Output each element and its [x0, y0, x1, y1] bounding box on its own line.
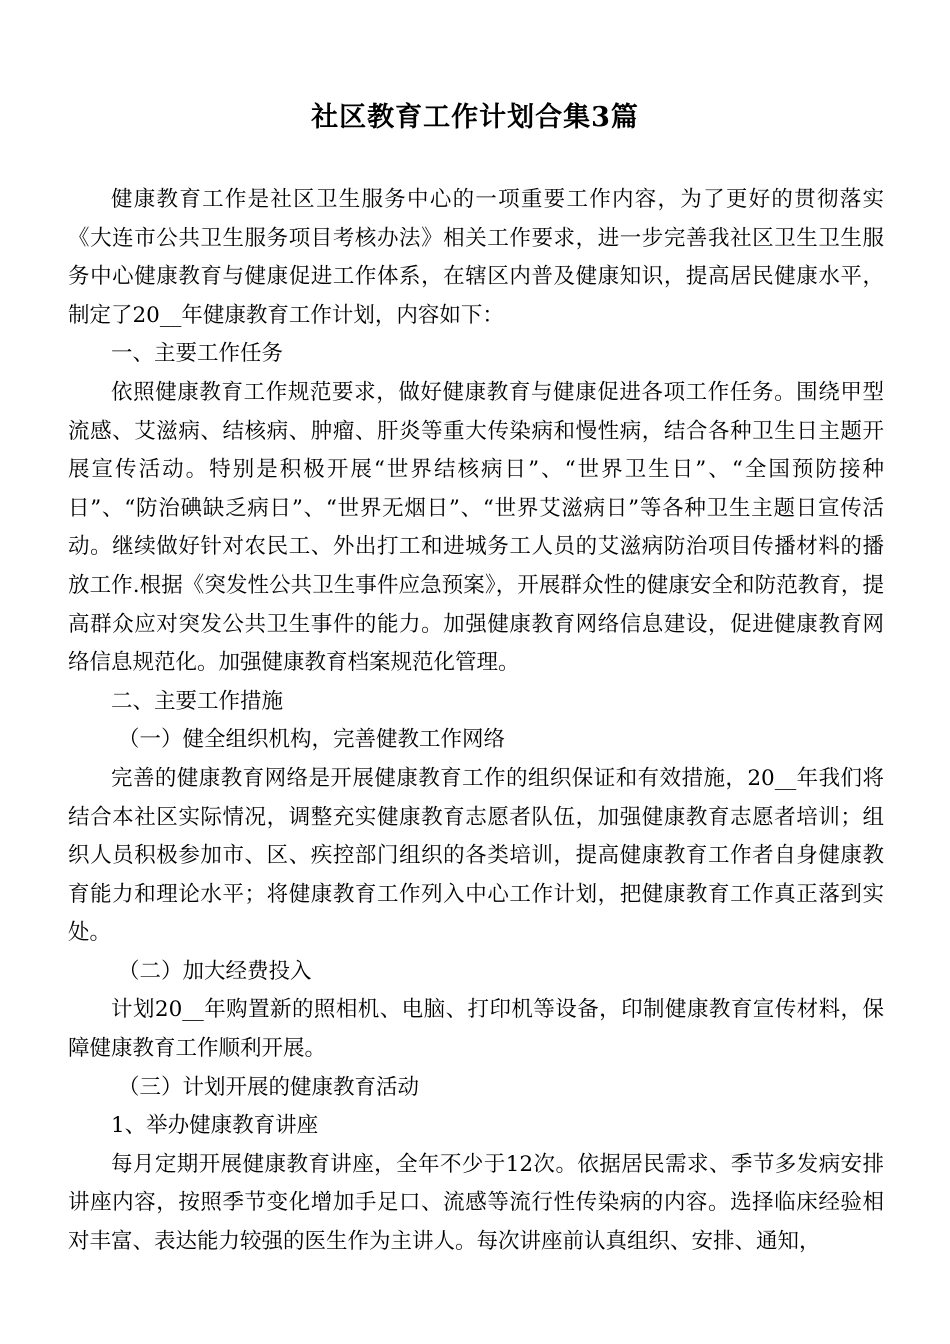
document-title: 社区教育工作计划合集3篇 — [311, 102, 639, 133]
section-heading: 1、举办健康教育讲座 — [111, 1113, 319, 1139]
document-body — [68, 181, 884, 1262]
body-paragraph: 计划20__年购置新的照相机、电脑、打印机等设备，印制健康教育宣传材料，保障健康教育工作顺利开展。 — [68, 997, 884, 1062]
body-paragraph: 健康教育工作是社区卫生服务中心的一项重要工作内容，为了更好的贯彻落实《大连市公共卫生服务项目考核办法》相关工作要求，进一步完善我社区卫生卫生服务中心健康教育与健康促进工作体系，在辖区内普及健康知识，提高居民健康水平，制定了20__年健康教育工作计划，内容如下： — [68, 187, 884, 328]
section-heading: （二）加大经费投入 — [118, 958, 312, 984]
section-heading: 一、主要工作任务 — [111, 341, 284, 367]
section-heading: （三）计划开展的健康教育活动 — [118, 1074, 420, 1100]
body-paragraph: 依照健康教育工作规范要求，做好健康教育与健康促进各项工作任务。围绕甲型流感、艾滋病、结核病、肿瘤、肝炎等重大传染病和慢性病，结合各种卫生日主题开展宣传活动。特别是积极开展“世界结核病日”、“世界卫生日”、“全国预防接种日”、“防治碘缺乏病日”、“世界无烟日”、“世界艾滋病日”等各种卫生主题日宣传活动。继续做好针对农民工、外出打工和进城务工人员的艾滋病防治项目传播材料的播放工作.根据《突发性公共卫生事件应急预案》，开展群众性的健康安全和防范教育，提高群众应对突发公共卫生事件的能力。加强健康教育网络信息建设，促进健康教育网络信息规范化。加强健康教育档案规范化管理。 — [68, 379, 884, 676]
body-paragraph: 完善的健康教育网络是开展健康教育工作的组织保证和有效措施，20__年我们将结合本社区实际情况，调整充实健康教育志愿者队伍，加强健康教育志愿者培训；组织人员积极参加市、区、疾控部门组织的各类培训，提高健康教育工作者自身健康教育能力和理论水平；将健康教育工作列入中心工作计划，把健康教育工作真正落到实处。 — [68, 765, 884, 946]
body-paragraph: 每月定期开展健康教育讲座，全年不少于12次。依据居民需求、季节多发病安排讲座内容，按照季节变化增加手足口、流感等流行性传染病的内容。选择临床经验相对丰富、表达能力较强的医生作为主讲人。每次讲座前认真组织、安排、通知， — [68, 1151, 884, 1255]
section-heading: 二、主要工作措施 — [111, 688, 284, 714]
section-heading: （一）健全组织机构，完善健教工作网络 — [118, 727, 506, 753]
